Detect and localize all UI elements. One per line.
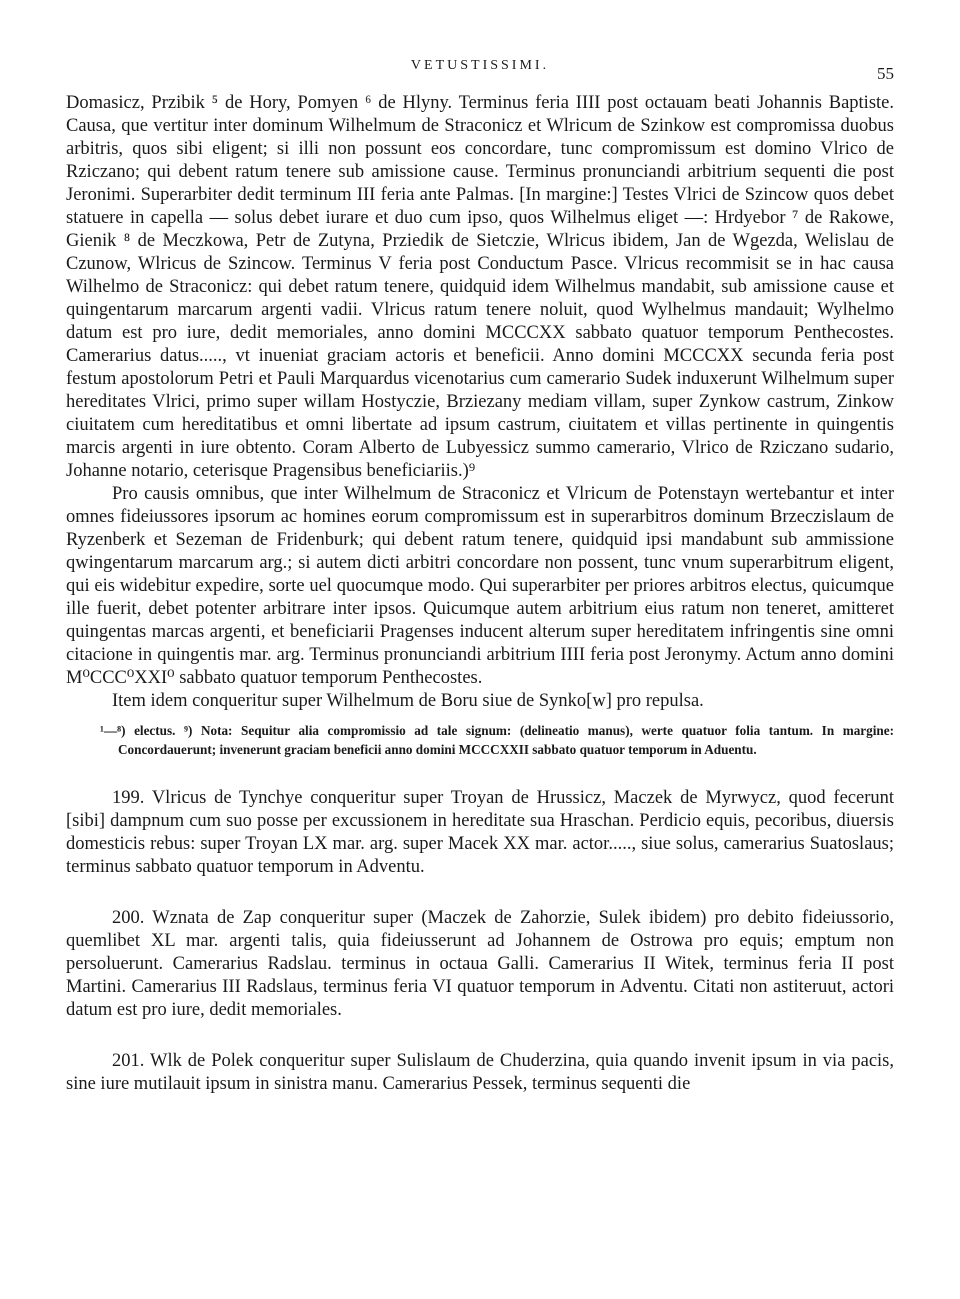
entry-199: 199. Vlricus de Tynchye conqueritur super Troyan de Hrussicz, Maczek de Myrwycz, quod fecerunt [sibi] dampnum cum suo posse per excussionem in hereditate sua Hraschan. Perdicio equis, pecoribus, diuersis domesticis rebus: super Troyan LX mar. arg. super Macek XX mar. actor....., siue solus, camerarius Suatoslaus; terminus sabbato quatuor temporum in Adventu. [66, 788, 894, 877]
footnotes [66, 721, 894, 759]
entry-201: 201. Wlk de Polek conqueritur super Sulislaum de Chuderzina, quia quando invenit ipsum in via pacis, sine iure mutilauit ipsum in sinistra manu. Camerarius Pessek, terminus sequenti die [66, 1051, 894, 1094]
main-text [66, 92, 894, 713]
paragraph-continuation: Domasicz, Przibik ⁵ de Hory, Pomyen ⁶ de Hlyny. Terminus feria IIII post octauam beati Johannis Baptiste. Causa, que vertitur inter dominum Wilhelmum de Straconicz et Wlricum de Szinkow est compromissa duobus arbitris, quos sibi eligent; si illi non possunt eos concordare, tunc compromissum est domino Vlrico de Rziczano; qui debent ratum tenere sub amissione cause. Terminus pronunciandi arbitrium sequenti die post Jeronimi. Superarbiter dedit terminum III feria ante Palmas. [In margine:] Testes Vlrici de Szincow quos debet statuere in capella — solus debet iurare et duo cum ipso, quos Wilhelmus eliget —: Hrdyebor ⁷ de Rakowe, Gienik ⁸ de Meczkowa, Petr de Zutyna, Prziedik de Sietczie, Wlricus ibidem, Jan de Wgezda, Welislau de Czunow, Wlricus de Szincow. Terminus V feria post Conductum Pasce. Vlricus recommisit se in hac causa Wilhelmo de Straconicz: qui debet ratum tenere, quidquid idem Wilhelmus mandabit, sub amissione cause et quingentarum marcarum argenti vadii. Vlricus ratum tenere noluit, quod Wylhelmus mandauit; Wylhelmo datum est pro iure, dedit memoriales, anno domini MCCCXX sabbato quatuor temporum Penthecostes. Camerarius datus....., vt inueniat graciam actoris et beneficii. Anno domini MCCCXX secunda feria post festum apostolorum Petri et Pauli Marquardus vicenotarius cum camerario Sudek induxerunt Wilhelmum super hereditates Vlrici, primo super willam Hostyczie, Brziezany mediam villam, super Zynkow castrum, Zinkow ciuitatem cum hereditatibus et omni libertate ad ipsum castrum, ciuitatem et villas pertinente in quingentis marcis argenti in iure obtento. Coram Alberto de Lubyessicz summo camerario, Vlrico de Rziczano sudario, Johanne notario, ceterisque Pragensibus beneficiariis.)⁹ [66, 93, 894, 481]
footnote-text: ¹—⁸) electus. ⁹) Nota: Sequitur alia compromissio ad tale signum: (delineatio manus), werte quatuor folia tantum. In margine: Concordauerunt; invenerunt graciam beneficii anno domini MCCCXXII sabbato quatuor temporum in Aduentu. [100, 723, 894, 757]
numbered-entries [66, 787, 894, 1096]
paragraph-item: Item idem conqueritur super Wilhelmum de Boru siue de Synko[w] pro repulsa. [112, 691, 704, 711]
entry-200: 200. Wznata de Zap conqueritur super (Maczek de Zahorzie, Sulek ibidem) pro debito fideiussorio, quemlibet XL mar. argenti talis, quia fideiusserunt ad Johannem de Ostrowa pro equis; emptum non persoluerunt. Camerarius Radslau. terminus in octaua Galli. Camerarius II Witek, terminus feria II post Martini. Camerarius III Radslaus, terminus feria VI quatuor temporum in Adventu. Citati non astiteruut, actori datum est pro iure, dedit memoriales. [66, 908, 894, 1020]
page-header [66, 52, 894, 92]
running-title: VETUSTISSIMI. [410, 58, 550, 73]
paragraph-compromise: Pro causis omnibus, que inter Wilhelmum de Straconicz et Vlricum de Potenstayn wertebantur et inter omnes fideiussores ipsorum ac homines eorum compromissum est in superarbitros dominum Brzeczislaum de Ryzenberk et Sezeman de Fridenburk; qui debent ratum tenere, quidquid ipsi mandabunt sub ammissione qwingentarum marcarum arg.; si autem dicti arbitri concordare non possent, tunc vnum superarbitrum eligent, qui eis widebitur expedire, sorte uel quocumque modo. Qui superarbiter per priores arbitros electus, quicumque ille fuerit, debet potenter arbitrare inter ipsos. Quicumque autem arbitrium eius ratum non teneret, amitteret quingentas marcas argenti, et beneficiarii Pragenses inducent alterum super hereditatem infringentis sine omni citacione in quingentis mar. arg. Terminus pronunciandi arbitrium IIII feria post Jeronymy. Actum anno domini M⁰CCC⁰XXI⁰ sabbato quatuor temporum Penthecostes. [66, 484, 894, 688]
document-page [66, 52, 894, 1096]
page-number: 55 [877, 64, 894, 83]
